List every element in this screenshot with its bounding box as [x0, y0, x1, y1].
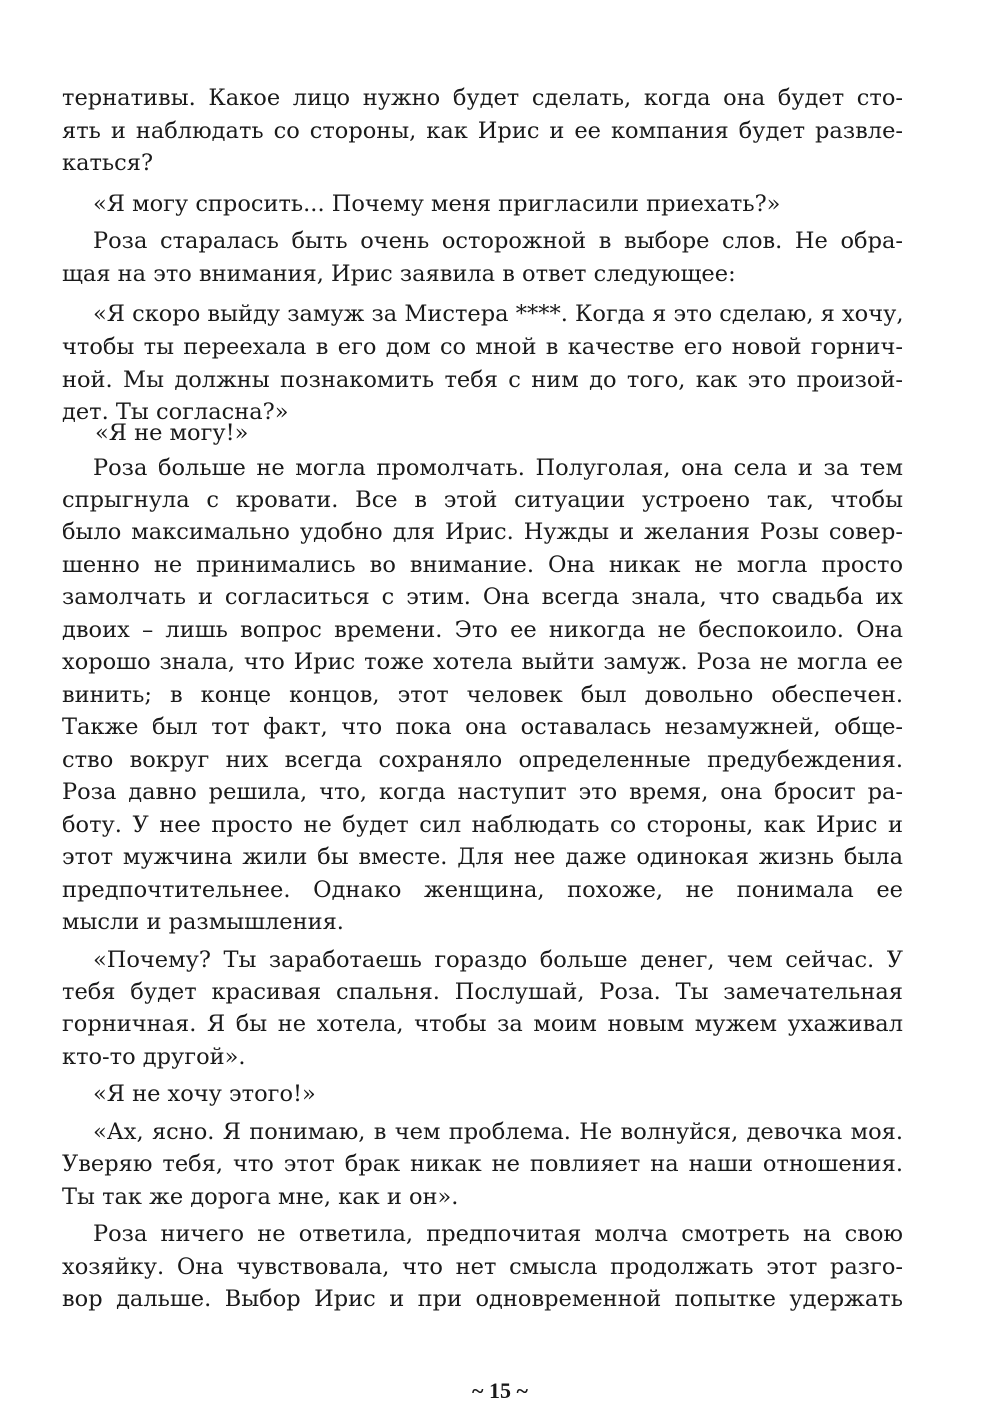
text-line: винить; в конце концов, этот человек был довольно обеспечен. — [62, 682, 903, 708]
text-line: «Почему? Ты заработаешь гораздо больше денег, чем сейчас. У — [93, 947, 903, 973]
text-line: шенно не принимались во внимание. Она никак не могла просто — [62, 552, 903, 578]
text-line: было максимально удобно для Ирис. Нужды и желания Розы совер- — [62, 519, 903, 545]
text-line: «Я не хочу этого!» — [93, 1081, 316, 1107]
text-line: Роза больше не могла промолчать. Полуголая, она села и за тем — [93, 455, 903, 481]
text-line: боту. У нее просто не будет сил наблюдать со стороны, как Ирис и — [62, 812, 903, 838]
text-line: Также был тот факт, что пока она оставалась незамужней, обще- — [62, 714, 903, 740]
text-line: «Я скоро выйду замуж за Мистера ****. Когда я это сделаю, я хочу, — [93, 301, 904, 327]
text-line: ство вокруг них всегда сохраняло определенные предубеждения. — [62, 747, 903, 773]
text-line: мысли и размышления. — [62, 909, 344, 935]
text-line: Уверяю тебя, что этот брак никак не повлияет на наши отношения. — [62, 1151, 903, 1177]
text-line: горничная. Я бы не хотела, чтобы за моим новым мужем ухаживал — [62, 1011, 903, 1037]
text-line: вор дальше. Выбор Ирис и при одновременной попытке удержать — [62, 1286, 903, 1312]
text-line: хорошо знала, что Ирис тоже хотела выйти замуж. Роза не могла ее — [62, 649, 903, 675]
text-line: ять и наблюдать со стороны, как Ирис и ее компания будет развле- — [62, 118, 903, 144]
text-line: тернативы. Какое лицо нужно будет сделать, когда она будет сто- — [62, 85, 903, 111]
text-line: спрыгнула с кровати. Все в этой ситуации устроено так, чтобы — [62, 487, 903, 513]
text-line: Роза ничего не ответила, предпочитая молча смотреть на свою — [93, 1221, 903, 1247]
text-line: дет. Ты согласна?» — [62, 399, 289, 425]
text-line: каться? — [62, 150, 154, 176]
text-line: «Я могу спросить... Почему меня пригласили приехать?» — [93, 191, 781, 217]
text-line: «Я не могу!» — [95, 420, 249, 446]
text-line: ной. Мы должны познакомить тебя с ним до того, как это произой- — [62, 367, 903, 393]
page-number: ~ 15 ~ — [472, 1378, 528, 1403]
text-line: предпочтительнее. Однако женщина, похоже, не понимала ее — [62, 877, 903, 903]
text-line: хозяйку. Она чувствовала, что нет смысла продолжать этот разго- — [62, 1254, 903, 1280]
text-line: Роза старалась быть очень осторожной в выборе слов. Не обра- — [93, 228, 903, 254]
text-line: замолчать и согласиться с этим. Она всегда знала, что свадьба их — [62, 584, 903, 610]
text-line: чтобы ты переехала в его дом со мной в качестве его новой горнич- — [62, 334, 903, 360]
text-line: кто-то другой». — [62, 1044, 246, 1070]
text-line: Роза давно решила, что, когда наступит это время, она бросит ра- — [62, 779, 903, 805]
text-line: «Ах, ясно. Я понимаю, в чем проблема. Не волнуйся, девочка моя. — [93, 1119, 903, 1145]
text-line: щая на это внимания, Ирис заявила в ответ следующее: — [62, 261, 736, 287]
text-line: тебя будет красивая спальня. Послушай, Роза. Ты замечательная — [62, 979, 903, 1005]
text-line: двоих – лишь вопрос времени. Это ее никогда не беспокоило. Она — [62, 617, 903, 643]
text-line: Ты так же дорога мне, как и он». — [62, 1184, 459, 1210]
text-line: этот мужчина жили бы вместе. Для нее даже одинокая жизнь была — [62, 844, 903, 870]
